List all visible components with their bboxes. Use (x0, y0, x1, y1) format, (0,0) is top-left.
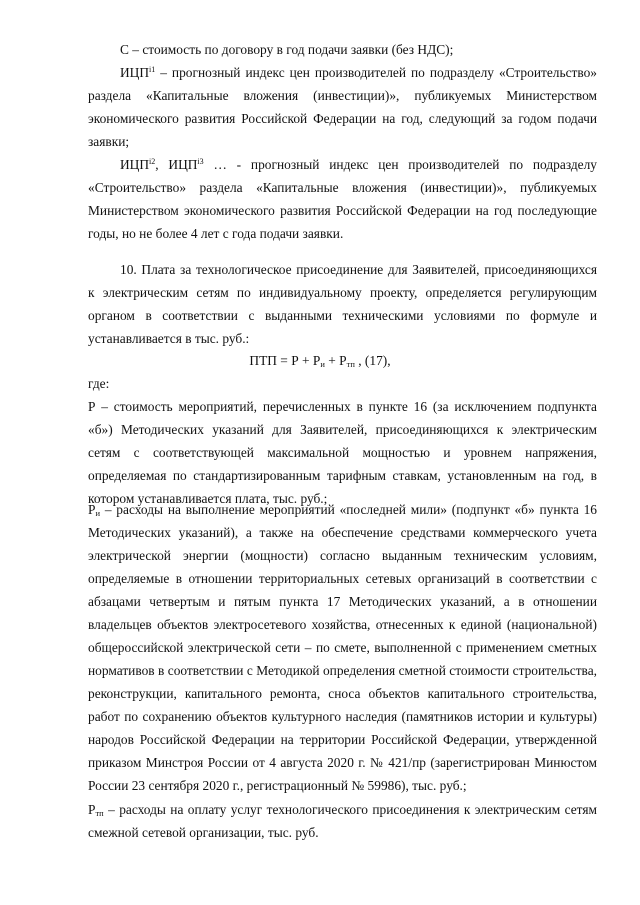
formula-17 (0, 349, 640, 372)
icp3-symbol: , ИЦП (155, 157, 198, 172)
ptp-symbol: Р (88, 802, 96, 817)
icp1-symbol: ИЦП (120, 65, 150, 80)
pi-definition (88, 498, 597, 797)
p-definition-text: Р – стоимость мероприятий, перечисленных в пункте 16 (за исключением подпункта «б») Методических указаний для Заявителей, присоединяющихся к электрическим сетям с соответствующей максимальной мощностью и уровнем напряжения, определяемая по стандартизированным тарифным ставкам, установленным на год, в котором устанавливается плата, тыс. руб.; (88, 399, 597, 506)
c-definition (88, 38, 597, 61)
c-definition-text: С – стоимость по договору в год подачи заявки (без НДС); (120, 42, 454, 57)
item-10-paragraph (88, 258, 597, 350)
icp2-superscript: i2 (149, 157, 156, 166)
formula-part-a: ПТП = Р + Р (249, 353, 321, 368)
icp2-symbol: ИЦП (120, 157, 150, 172)
p-definition (88, 395, 597, 510)
where-label (88, 372, 597, 395)
icp1-text: – прогнозный индекс цен производителей по подразделу «Строительство» раздела «Капитальные вложения (инвестиции)», публикуемых Министерством экономического развития Российской Федерации на год, следующий за годом подачи заявки; (88, 65, 597, 149)
where-text: где: (88, 376, 110, 391)
formula-part-c: , (17), (354, 353, 391, 368)
pi-symbol: Р (88, 502, 96, 517)
formula-subscript-i: и (320, 359, 325, 369)
pi-text: – расходы на выполнение мероприятий «последней мили» (подпункт «б» пункта 16 Методических указаний), а также на обеспечение средствами коммерческого учета электрической энергии (мощности) согласно выданным техническим условиям, определяемые в отношении территориальных сетевых организаций в соответствии с абзацами четвертым и пятым пункта 17 Методических указаний, а в отношении владельцев объектов электросетевого хозяйства, отнесенных к единой (национальной) общероссийской электрической сети – по смете, выполненной с применением сметных нормативов в соответствии с Методикой определения сметной стоимости строительства, реконструкции, капитального ремонта, сноса объектов капитального строительства, работ по сохранению объектов культурного наследия (памятников истории и культуры) народов Российской Федерации на территории Российской Федерации, утвержденной приказом Минстроя России от 4 августа 2020 г. № 421/пр (зарегистрирован Минюстом России 23 сентября 2020 г., регистрационный № 59986), тыс. руб.; (88, 502, 597, 793)
icp1-definition (88, 61, 597, 153)
ptp-definition (88, 798, 597, 844)
ptp-text: – расходы на оплату услуг технологического присоединения к электрическим сетям смежной сетевой организации, тыс. руб. (88, 802, 597, 840)
icp2-text: … - прогнозный индекс цен производителей по подразделу «Строительство» раздела «Капитальные вложения (инвестиции)», публикуемых Министерством экономического развития Российской Федерации на год последующие годы, но не более 4 лет с года подачи заявки. (88, 157, 597, 241)
icp2-definition (88, 153, 597, 245)
item-10-text: 10. Плата за технологическое присоединение для Заявителей, присоединяющихся к электрическим сетям по индивидуальному проекту, определяется регулирующим органом в соответствии с выданными техническими условиями по формуле и устанавливается в тыс. руб.: (88, 262, 597, 346)
icp1-superscript: i1 (149, 65, 156, 74)
ptp-subscript: тп (95, 808, 104, 818)
formula-subscript-tp: тп (346, 359, 355, 369)
formula-part-b: + Р (324, 353, 347, 368)
pi-subscript: и (95, 508, 101, 518)
icp3-superscript: i3 (197, 157, 204, 166)
